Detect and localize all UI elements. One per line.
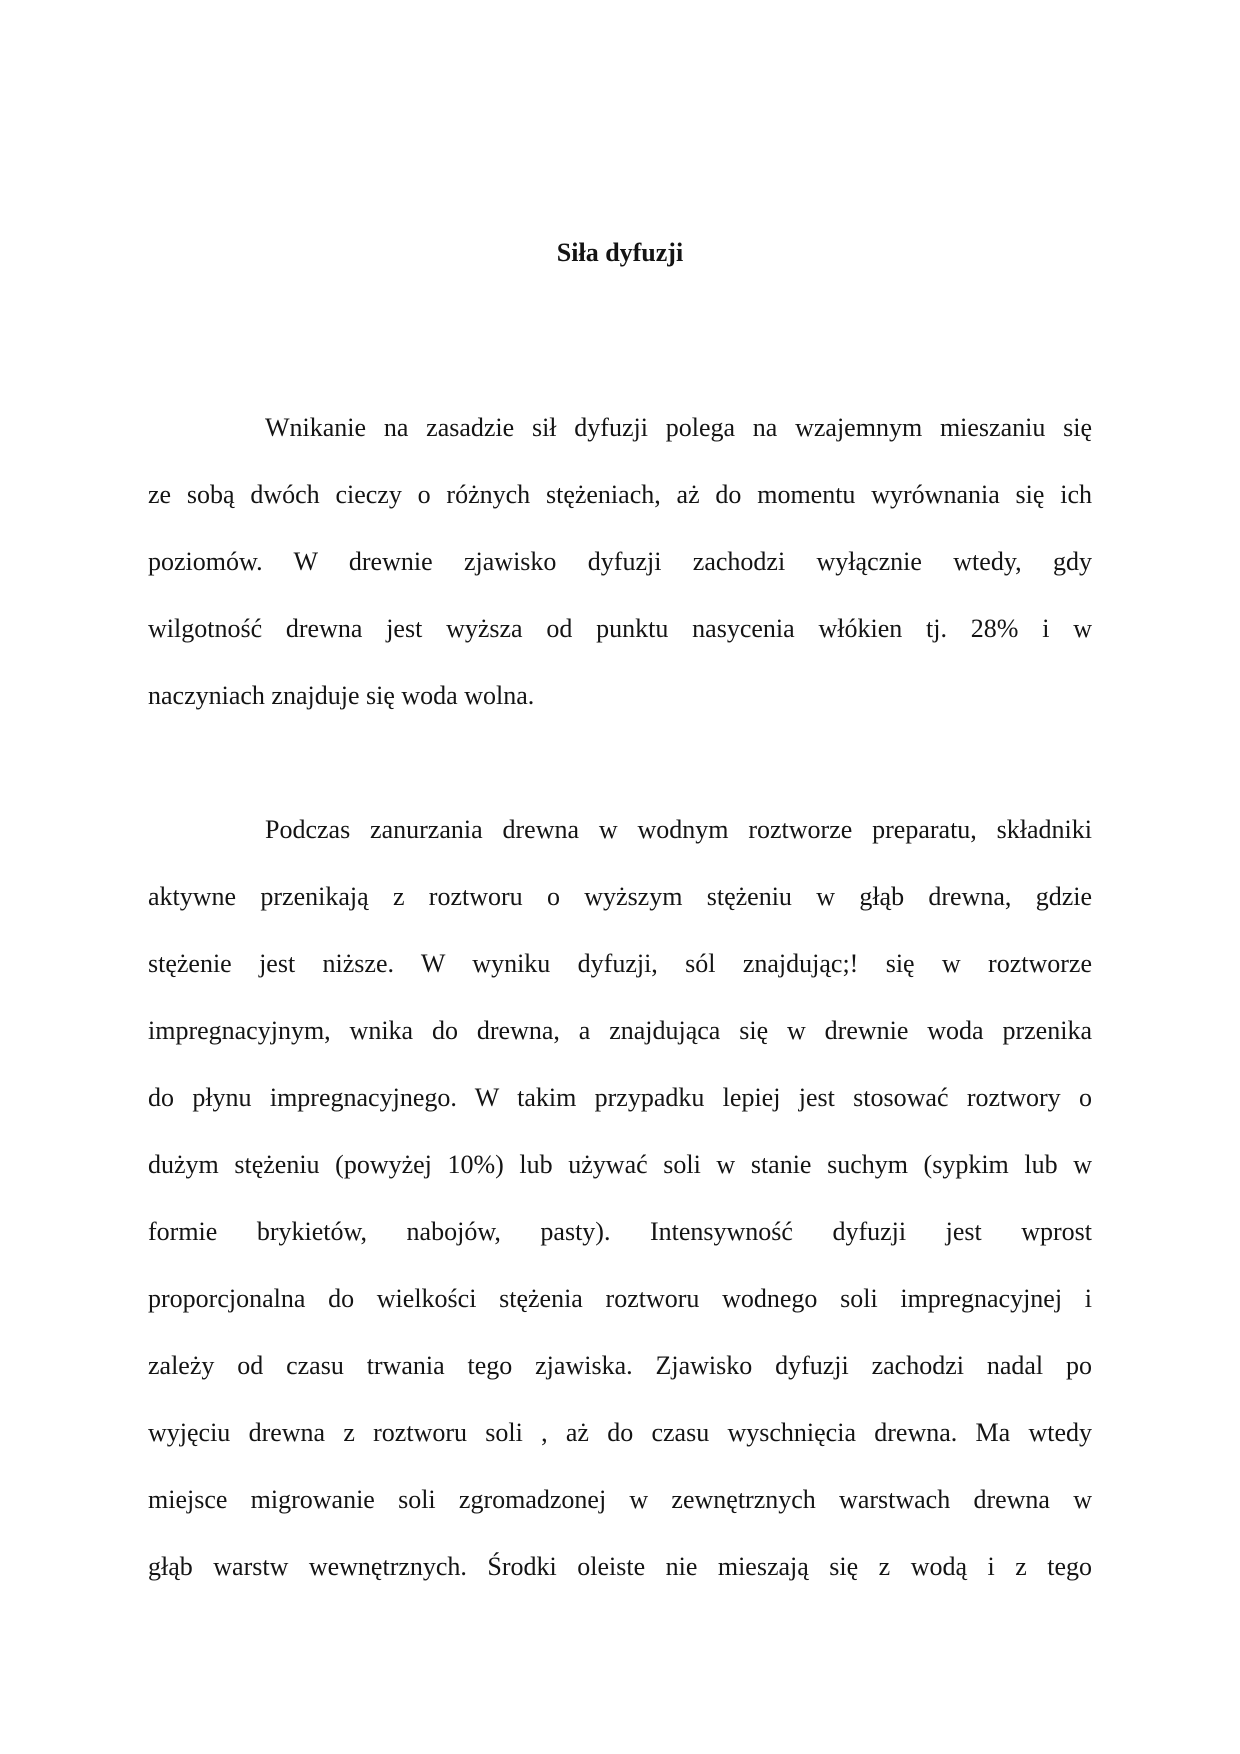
paragraph-1-line: wilgotność drewna jest wyższa od punktu nasycenia włókien tj. 28% i w <box>148 614 1092 643</box>
paragraph-2-line: zależy od czasu trwania tego zjawiska. Zjawisko dyfuzji zachodzi nadal po <box>148 1351 1092 1380</box>
paragraph-2-line: głąb warstw wewnętrznych. Środki oleiste nie mieszają się z wodą i z tego <box>148 1552 1092 1581</box>
paragraph-1-line: poziomów. W drewnie zjawisko dyfuzji zachodzi wyłącznie wtedy, gdy <box>148 547 1092 576</box>
paragraph-1-line: Wnikanie na zasadzie sił dyfuzji polega na wzajemnym mieszaniu się <box>265 413 1092 442</box>
paragraph-2-line: formie brykietów, nabojów, pasty). Intensywność dyfuzji jest wprost <box>148 1217 1092 1246</box>
paragraph-1-line: ze sobą dwóch cieczy o różnych stężeniach, aż do momentu wyrównania się ich <box>148 480 1092 509</box>
paragraph-1-line: naczyniach znajduje się woda wolna. <box>148 681 535 710</box>
paragraph-2-line: aktywne przenikają z roztworu o wyższym stężeniu w głąb drewna, gdzie <box>148 882 1092 911</box>
page-title: Siła dyfuzji <box>556 238 684 267</box>
paragraph-2-line: proporcjonalna do wielkości stężenia roztworu wodnego soli impregnacyjnej i <box>148 1284 1092 1313</box>
paragraph-2-line: impregnacyjnym, wnika do drewna, a znajdująca się w drewnie woda przenika <box>148 1016 1092 1045</box>
paragraph-2-line: do płynu impregnacyjnego. W takim przypadku lepiej jest stosować roztwory o <box>148 1083 1092 1112</box>
paragraph-2-line: dużym stężeniu (powyżej 10%) lub używać soli w stanie suchym (sypkim lub w <box>148 1150 1092 1179</box>
paragraph-2-line: stężenie jest niższe. W wyniku dyfuzji, sól znajdując;! się w roztworze <box>148 949 1092 978</box>
paragraph-2-line: Podczas zanurzania drewna w wodnym roztworze preparatu, składniki <box>265 815 1092 844</box>
paragraph-2-line: wyjęciu drewna z roztworu soli , aż do czasu wyschnięcia drewna. Ma wtedy <box>148 1418 1092 1447</box>
paragraph-2-line: miejsce migrowanie soli zgromadzonej w zewnętrznych warstwach drewna w <box>148 1485 1092 1514</box>
